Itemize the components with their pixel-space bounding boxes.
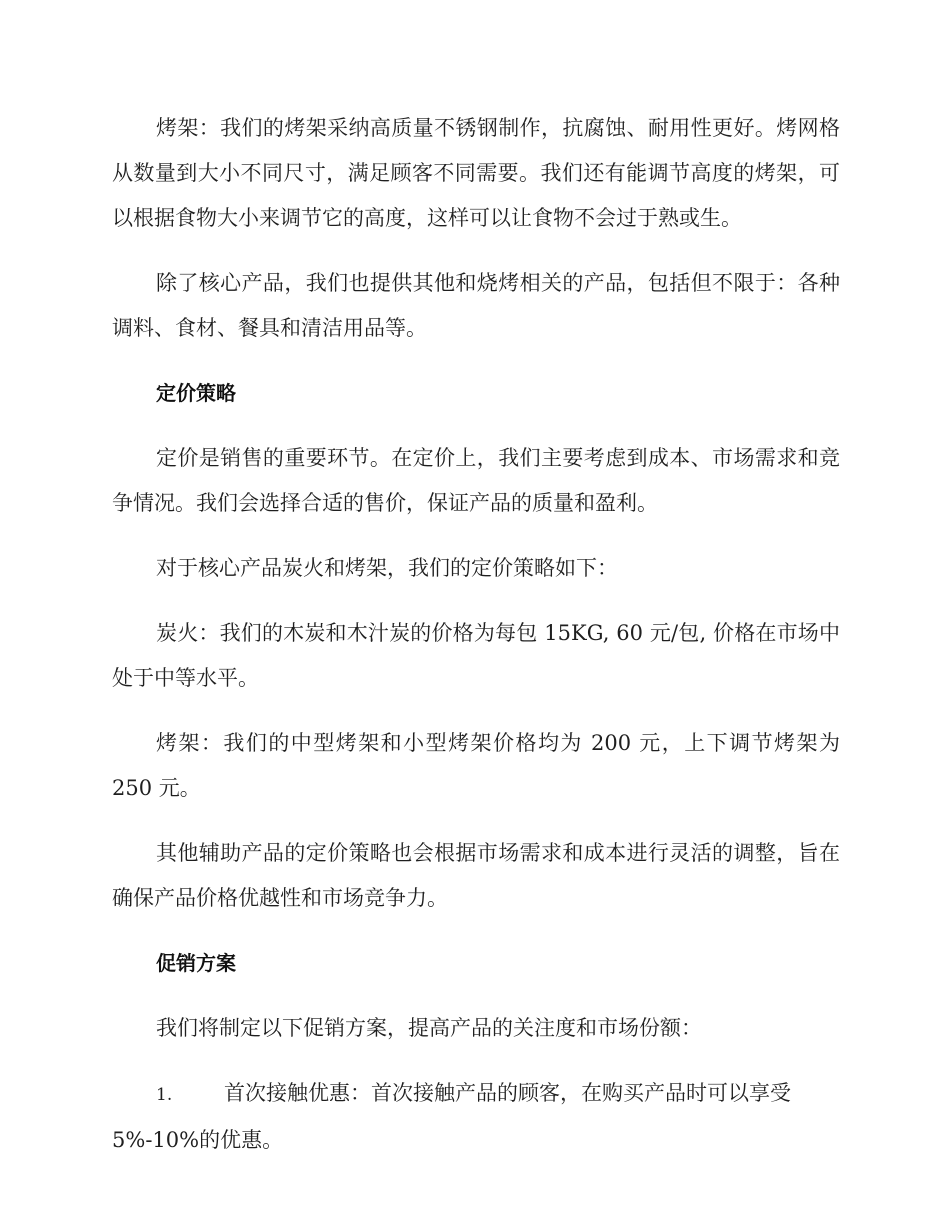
paragraph-promotion-intro: 我们将制定以下促销方案，提高产品的关注度和市场份额： (156, 1016, 702, 1040)
list-item (112, 1071, 840, 1163)
paragraph-pricing-intro: 定价是销售的重要环节。在定价上，我们主要考虑到成本、市场需求和竞争情况。我们会选择合适的售价，保证产品的质量和盈利。 (112, 446, 840, 515)
paragraph-auxiliary-pricing: 其他辅助产品的定价策略也会根据市场需求和成本进行灵活的调整，旨在确保产品价格优越性和市场竞争力。 (112, 841, 840, 910)
list-item-number: 1. (156, 1085, 173, 1105)
paragraph-other-products: 除了核心产品，我们也提供其他和烧烤相关的产品，包括但不限于：各种调料、食材、餐具和清洁用品等。 (112, 271, 840, 340)
paragraph-grill-price: 烤架：我们的中型烤架和小型烤架价格均为 200 元，上下调节烤架为 250 元。 (112, 731, 840, 800)
paragraph-core-pricing: 对于核心产品炭火和烤架，我们的定价策略如下： (156, 556, 618, 580)
list-item-text: 首次接触优惠：首次接触产品的顾客，在购买产品时可以享受 5%-10%的优惠。 (112, 1081, 791, 1152)
heading-pricing-strategy: 定价策略 (156, 381, 236, 405)
paragraph-grill: 烤架：我们的烤架采纳高质量不锈钢制作，抗腐蚀、耐用性更好。烤网格从数量到大小不同尺寸，满足顾客不同需要。我们还有能调节高度的烤架，可以根据食物大小来调节它的高度，这样可以让食物不会过于熟或生。 (112, 116, 840, 230)
heading-promotion-plan: 促销方案 (156, 951, 236, 975)
document-page (112, 106, 840, 1183)
paragraph-charcoal-price: 炭火：我们的木炭和木汁炭的价格为每包 15KG, 60 元/包, 价格在市场中处于中等水平。 (112, 621, 840, 690)
